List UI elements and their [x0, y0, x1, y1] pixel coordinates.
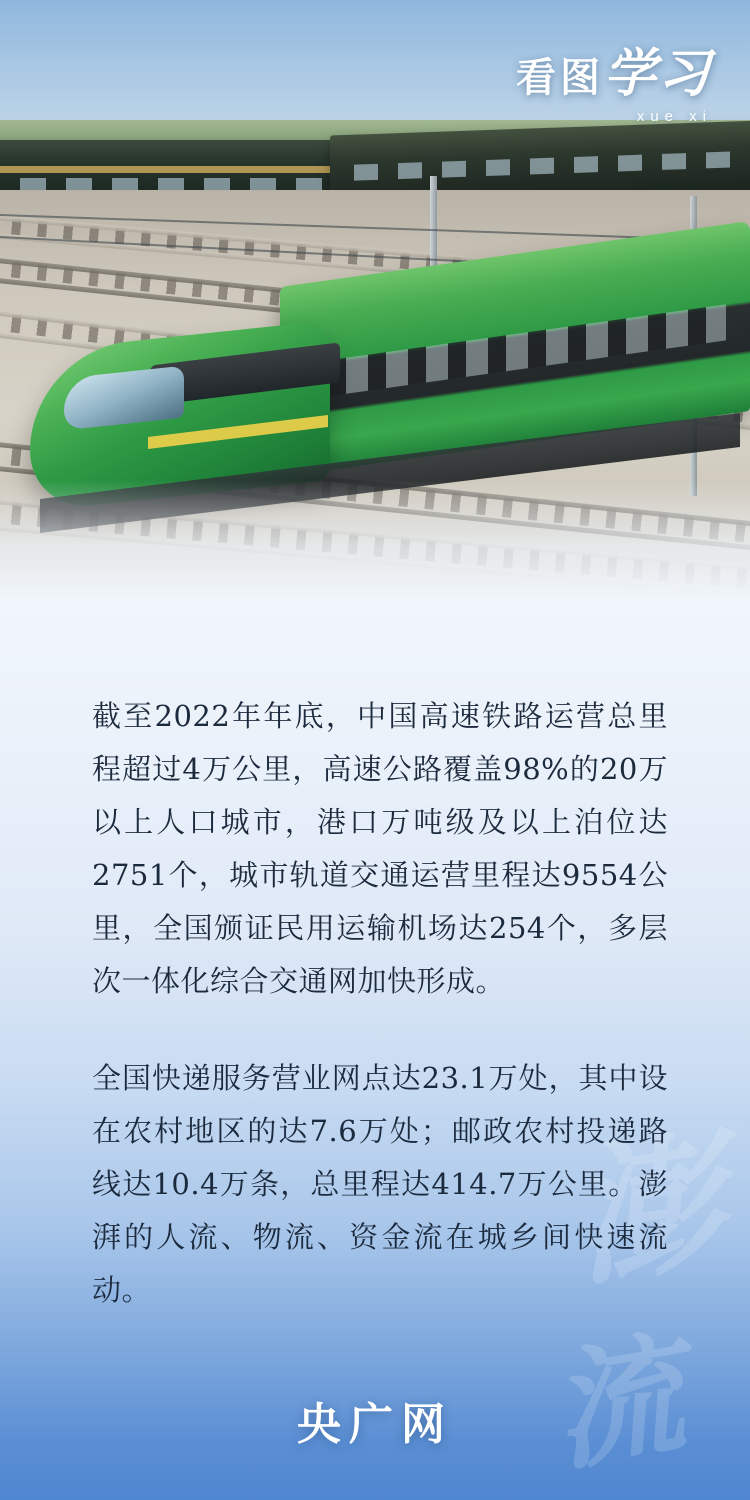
watermark-stroke-1: 澎: [560, 1113, 734, 1309]
kantu-xuexi-logo: [515, 43, 712, 125]
logo-text-kantu: 看图: [515, 56, 604, 100]
footer: [0, 1388, 750, 1452]
photo-fade-overlay: [0, 480, 750, 600]
article-body: [92, 690, 668, 1361]
logo-text-xuexi: 学习: [603, 43, 712, 104]
carriage-windows: [306, 304, 726, 399]
paragraph-1: 截至2022年年底，中国高速铁路运营总里程超过4万公里，高速公路覆盖98%的20万以上人口城市，港口万吨级及以上泊位达2751个，城市轨道交通运营里程达9554公里，全国颁证民用运输机场达254个，多层次一体化综合交通网加快形成。: [92, 699, 668, 998]
watermark-stroke-2: 流: [539, 1316, 695, 1490]
publisher-brand: 央广网: [297, 1400, 453, 1449]
paragraph-2: 全国快递服务营业网点达23.1万处，其中设在农村地区的达7.6万处；邮政农村投递路线达10.4万条，总里程达414.7万公里。澎湃的人流、物流、资金流在城乡间快速流动。: [92, 1061, 668, 1307]
logo-pinyin: xue xi: [636, 108, 712, 125]
